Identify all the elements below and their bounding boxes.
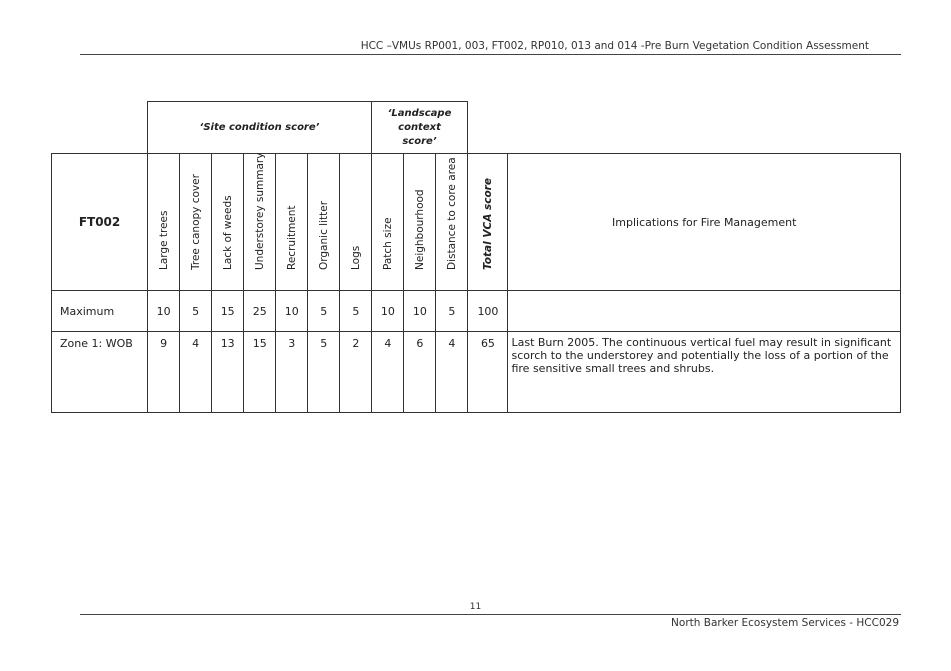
row-label: Maximum: [52, 291, 148, 332]
page-number: 11: [469, 602, 482, 612]
table-cell: 10: [372, 291, 404, 332]
site-condition-group-label: ‘Site condition score’: [199, 122, 320, 133]
table-cell: 4: [372, 332, 404, 413]
table-cell: 15: [244, 332, 276, 413]
total-score-cell: 100: [468, 291, 508, 332]
total-score-cell: 65: [468, 332, 508, 413]
table-cell: 5: [308, 291, 340, 332]
table-cell: 25: [244, 291, 276, 332]
table-row: [52, 332, 901, 413]
table-cell: 5: [340, 291, 372, 332]
table-cell: 2: [340, 332, 372, 413]
column-header: Logs: [340, 154, 372, 291]
page-header-title: HCC –VMUs RP001, 003, FT002, RP010, 013 and 014 -Pre Burn Vegetation Condition Assessment: [360, 40, 869, 52]
table-cell: 10: [404, 291, 436, 332]
table-cell: 9: [148, 332, 180, 413]
implications-cell: Last Burn 2005. The continuous vertical fuel may result in significant scorch to the understorey and potentially the loss of a portion of the fire sensitive small trees and shrubs.: [508, 332, 901, 413]
site-id-header: FT002: [52, 154, 148, 291]
table-cell: 10: [276, 291, 308, 332]
table-cell: 6: [404, 332, 436, 413]
column-header: Understorey summary: [244, 154, 276, 291]
table-row: [52, 291, 901, 332]
column-header: Distance to core area: [436, 154, 468, 291]
header-divider: [80, 54, 901, 55]
column-header: Large trees: [148, 154, 180, 291]
column-header: Patch size: [372, 154, 404, 291]
table-cell: 5: [308, 332, 340, 413]
table-cell: 4: [180, 332, 212, 413]
table-cell: 5: [180, 291, 212, 332]
total-vca-score-header: Total VCA score: [468, 154, 508, 291]
column-header: Recruitment: [276, 154, 308, 291]
table-cell: 5: [436, 291, 468, 332]
table-cell: 3: [276, 332, 308, 413]
column-header: Organic litter: [308, 154, 340, 291]
table-cell: 10: [148, 291, 180, 332]
implications-cell: [508, 291, 901, 332]
column-header: Neighbourhood: [404, 154, 436, 291]
column-header: Lack of weeds: [212, 154, 244, 291]
vca-score-table: [51, 153, 901, 413]
footer-divider: [80, 614, 901, 615]
table-cell: 15: [212, 291, 244, 332]
site-condition-group-header: [147, 101, 372, 154]
row-label: Zone 1: WOB: [52, 332, 148, 413]
table-header-row: [52, 154, 901, 291]
implications-header: Implications for Fire Management: [508, 154, 901, 291]
table-cell: 13: [212, 332, 244, 413]
table-cell: 4: [436, 332, 468, 413]
page-footer-text: North Barker Ecosystem Services - HCC029: [671, 617, 899, 629]
landscape-context-group-header: [371, 101, 468, 154]
column-header: Tree canopy cover: [180, 154, 212, 291]
landscape-context-group-label: ‘Landscape context score’: [387, 108, 452, 147]
